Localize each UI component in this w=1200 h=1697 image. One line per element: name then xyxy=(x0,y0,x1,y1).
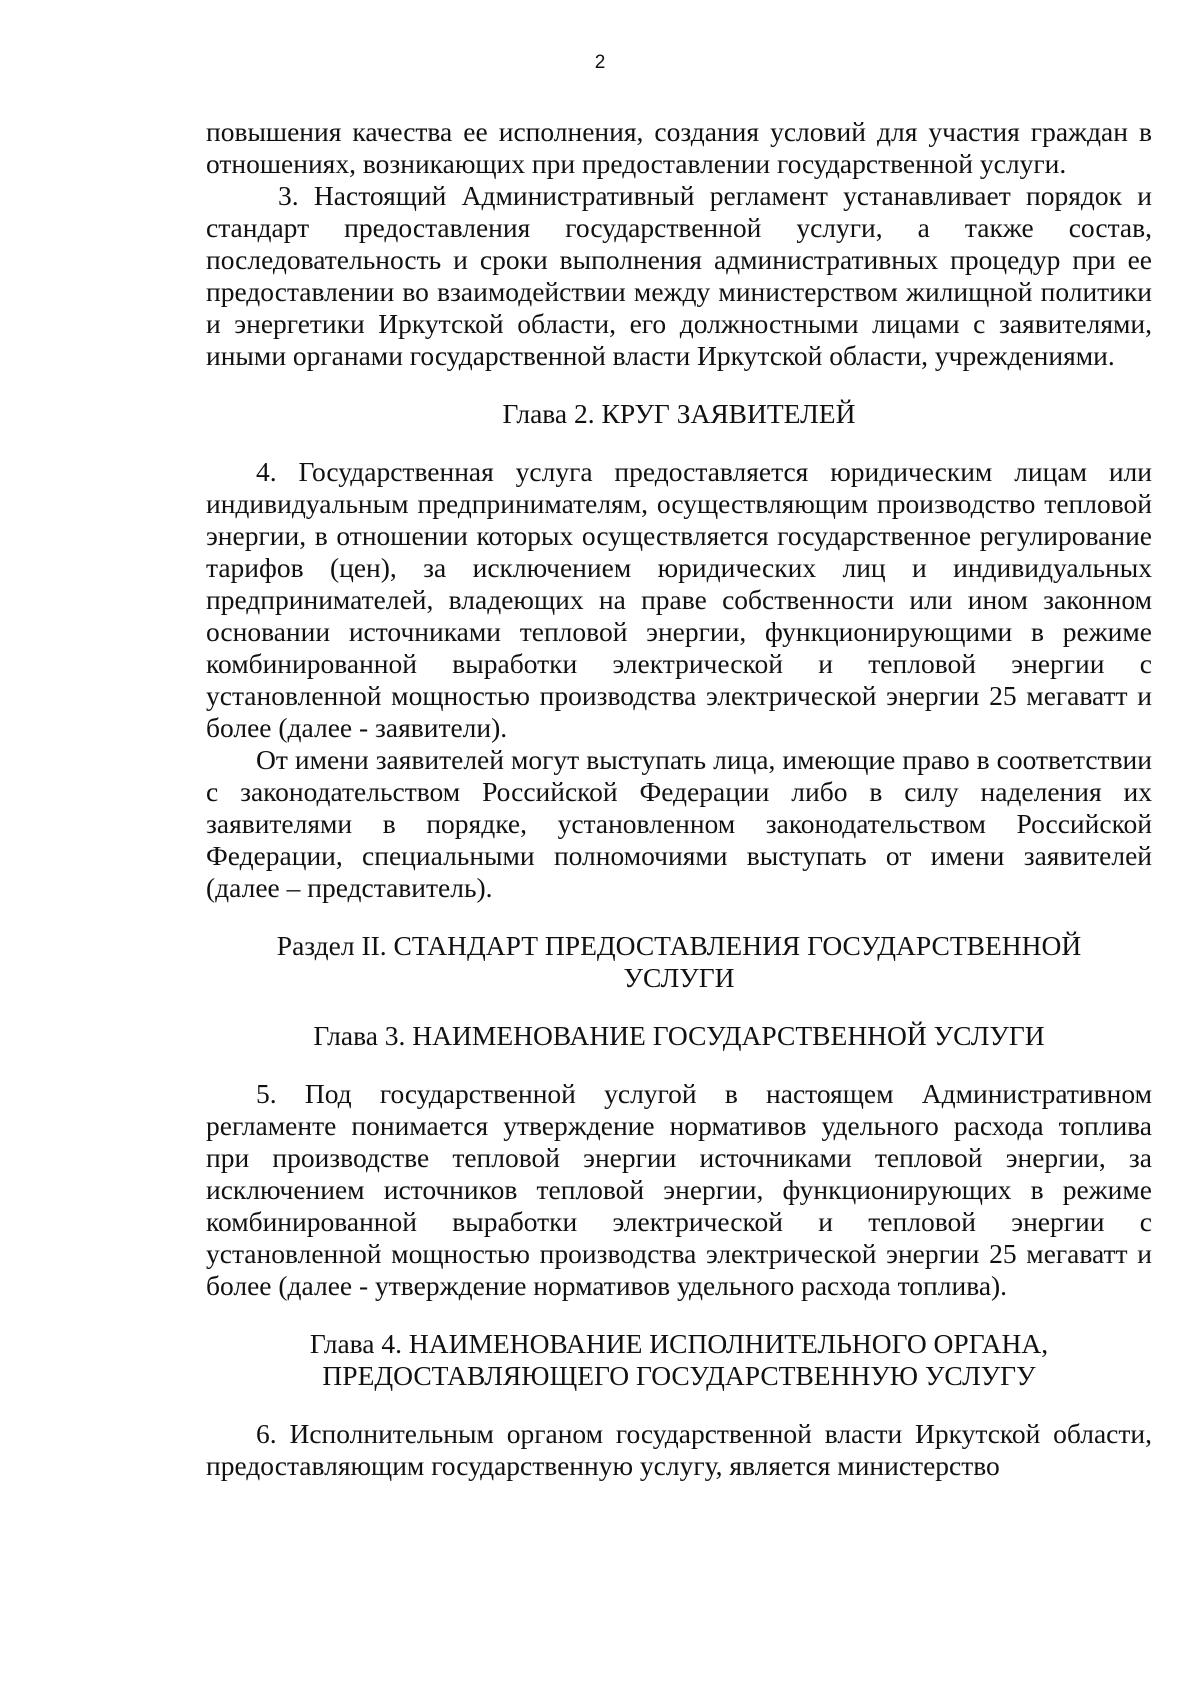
heading-section-2-line-2: УСЛУГИ xyxy=(623,962,735,993)
page-number: 2 xyxy=(594,52,606,73)
paragraph-5: 5. Под государственной услугой в настоящем Административном регламенте понимается утверждение нормативов удельного расхода топлива при производстве тепловой энергии источниками тепловой энергии, за исключением источников тепловой энергии, функционирующих в режиме комбинированной выработки электрической и тепловой энергии с установленной мощностью производства электрической энергии 25 мегаватт и более (далее - утверждение нормативов удельного расхода топлива). xyxy=(206,1078,1152,1301)
heading-chapter-2: Глава 2. КРУГ ЗАЯВИТЕЛЕЙ xyxy=(502,398,856,429)
heading-chapter-4-line-2: ПРЕДОСТАВЛЯЮЩЕГО ГОСУДАРСТВЕННУЮ УСЛУГУ xyxy=(322,1360,1036,1391)
paragraph-6: 6. Исполнительным органом государственной власти Иркутской области, предоставляющим государственную услугу, является министерство xyxy=(206,1418,1152,1481)
paragraph-4-representative: От имени заявителей могут выступать лица, имеющие право в соответствии с законодательством Российской Федерации либо в силу наделения их заявителями в порядке, установленном законодательством Российской Федерации, специальными полномочиями выступать от имени заявителей (далее – представитель). xyxy=(206,744,1152,903)
heading-chapter-4-line-1: Глава 4. НАИМЕНОВАНИЕ ИСПОЛНИТЕЛЬНОГО ОРГАНА, xyxy=(309,1328,1049,1359)
paragraph-3: 3. Настоящий Административный регламент устанавливает порядок и стандарт предоставления государственной услуги, а также состав, последовательность и сроки выполнения административных процедур при ее предоставлении во взаимодействии между министерством жилищной политики и энергетики Иркутской области, его должностными лицами с заявителями, иными органами государственной власти Иркутской области, учреждениями. xyxy=(206,180,1152,371)
heading-section-2-line-1: Раздел II. СТАНДАРТ ПРЕДОСТАВЛЕНИЯ ГОСУДАРСТВЕННОЙ xyxy=(276,930,1082,961)
document-body xyxy=(206,116,1152,1482)
paragraph-intro: повышения качества ее исполнения, создания условий для участия граждан в отношениях, возникающих при предоставлении государственной услуги. xyxy=(206,116,1152,179)
paragraph-4: 4. Государственная услуга предоставляется юридическим лицам или индивидуальным предпринимателям, осуществляющим производство тепловой энергии, в отношении которых осуществляется государственное регулирование тарифов (цен), за исключением юридических лиц и индивидуальных предпринимателей, владеющих на праве собственности или ином законном основании источниками тепловой энергии, функционирующими в режиме комбинированной выработки электрической и тепловой энергии с установленной мощностью производства электрической энергии 25 мегаватт и более (далее - заявители). xyxy=(206,456,1152,743)
heading-chapter-3: Глава 3. НАИМЕНОВАНИЕ ГОСУДАРСТВЕННОЙ УСЛУГИ xyxy=(313,1020,1045,1051)
